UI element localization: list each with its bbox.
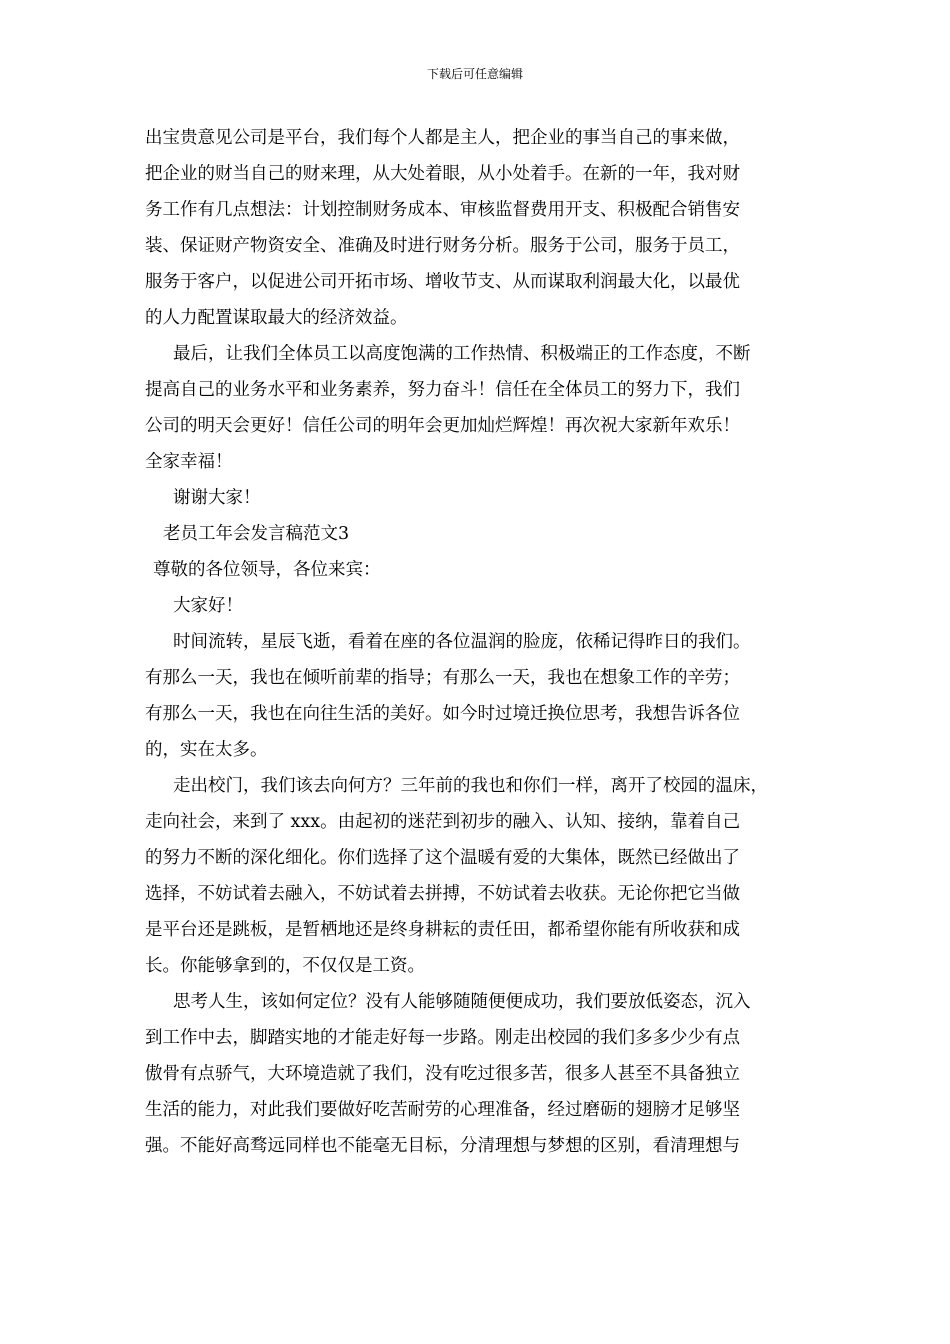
text-line: 到工作中去，脚踏实地的才能走好每一步路。刚走出校园的我们多多少少有点	[145, 1028, 740, 1048]
paragraph-first-line: 走出校门，我们该去向何方？三年前的我也和你们一样，离开了校园的温床，	[173, 776, 768, 796]
text-line: 公司的明天会更好！信任公司的明年会更加灿烂辉煌！再次祝大家新年欢乐！	[145, 416, 740, 436]
text-line: 强。不能好高骛远同样也不能毫无目标，分清理想与梦想的区别，看清理想与	[145, 1136, 740, 1156]
greeting: 大家好！	[173, 596, 243, 616]
paragraph-first-line: 最后，让我们全体员工以高度饱满的工作热情、积极端正的工作态度，不断	[173, 344, 751, 364]
text-line: 务工作有几点想法：计划控制财务成本、审核监督费用开支、积极配合销售安	[145, 200, 740, 220]
text-line: 的人力配置谋取最大的经济效益。	[145, 308, 408, 328]
text-line: 服务于客户，以促进公司开拓市场、增收节支、从而谋取利润最大化，以最优	[145, 272, 740, 292]
text-line: 的，实在太多。	[145, 740, 268, 760]
text-line: 是平台还是跳板，是暂栖地还是终身耕耘的责任田，都希望你能有所收获和成	[145, 920, 740, 940]
text-line: 全家幸福！	[145, 452, 233, 472]
paragraph-first-line: 时间流转，星辰飞逝，看着在座的各位温润的脸庞，依稀记得昨日的我们。	[173, 632, 751, 652]
text-line: 把企业的财当自己的财来理，从大处着眼，从小处着手。在新的一年，我对财	[145, 164, 740, 184]
closing-thanks: 谢谢大家！	[173, 488, 261, 508]
text-line: 的努力不断的深化细化。你们选择了这个温暖有爱的大集体，既然已经做出了	[145, 848, 740, 868]
text-line: 提高自己的业务水平和业务素养，努力奋斗！信任在全体员工的努力下，我们	[145, 380, 740, 400]
page-header-note: 下载后可任意编辑	[426, 67, 523, 81]
text-line: 走向社会，来到了 xxx。由起初的迷茫到初步的融入、认知、接纳，靠着自己	[145, 812, 741, 832]
text-line: 装、保证财产物资安全、准确及时进行财务分析。服务于公司，服务于员工，	[145, 236, 740, 256]
text-line: 出宝贵意见公司是平台，我们每个人都是主人，把企业的事当自己的事来做，	[145, 128, 740, 148]
salutation: 尊敬的各位领导，各位来宾：	[153, 560, 381, 580]
text-line: 生活的能力，对此我们要做好吃苦耐劳的心理准备，经过磨砺的翅膀才足够坚	[145, 1100, 740, 1120]
paragraph-first-line: 思考人生，该如何定位？没有人能够随随便便成功，我们要放低姿态，沉入	[173, 992, 751, 1012]
section-title: 老员工年会发言稿范文3	[163, 524, 350, 544]
text-line: 有那么一天，我也在倾听前辈的指导；有那么一天，我也在想象工作的辛劳；	[145, 668, 740, 688]
text-line: 长。你能够拿到的，不仅仅是工资。	[145, 956, 425, 976]
text-line: 选择，不妨试着去融入，不妨试着去拼搏，不妨试着去收获。无论你把它当做	[145, 884, 740, 904]
document-body	[145, 120, 815, 1164]
text-line: 有那么一天，我也在向往生活的美好。如今时过境迁换位思考，我想告诉各位	[145, 704, 740, 724]
text-line: 傲骨有点骄气，大环境造就了我们，没有吃过很多苦，很多人甚至不具备独立	[145, 1064, 740, 1084]
